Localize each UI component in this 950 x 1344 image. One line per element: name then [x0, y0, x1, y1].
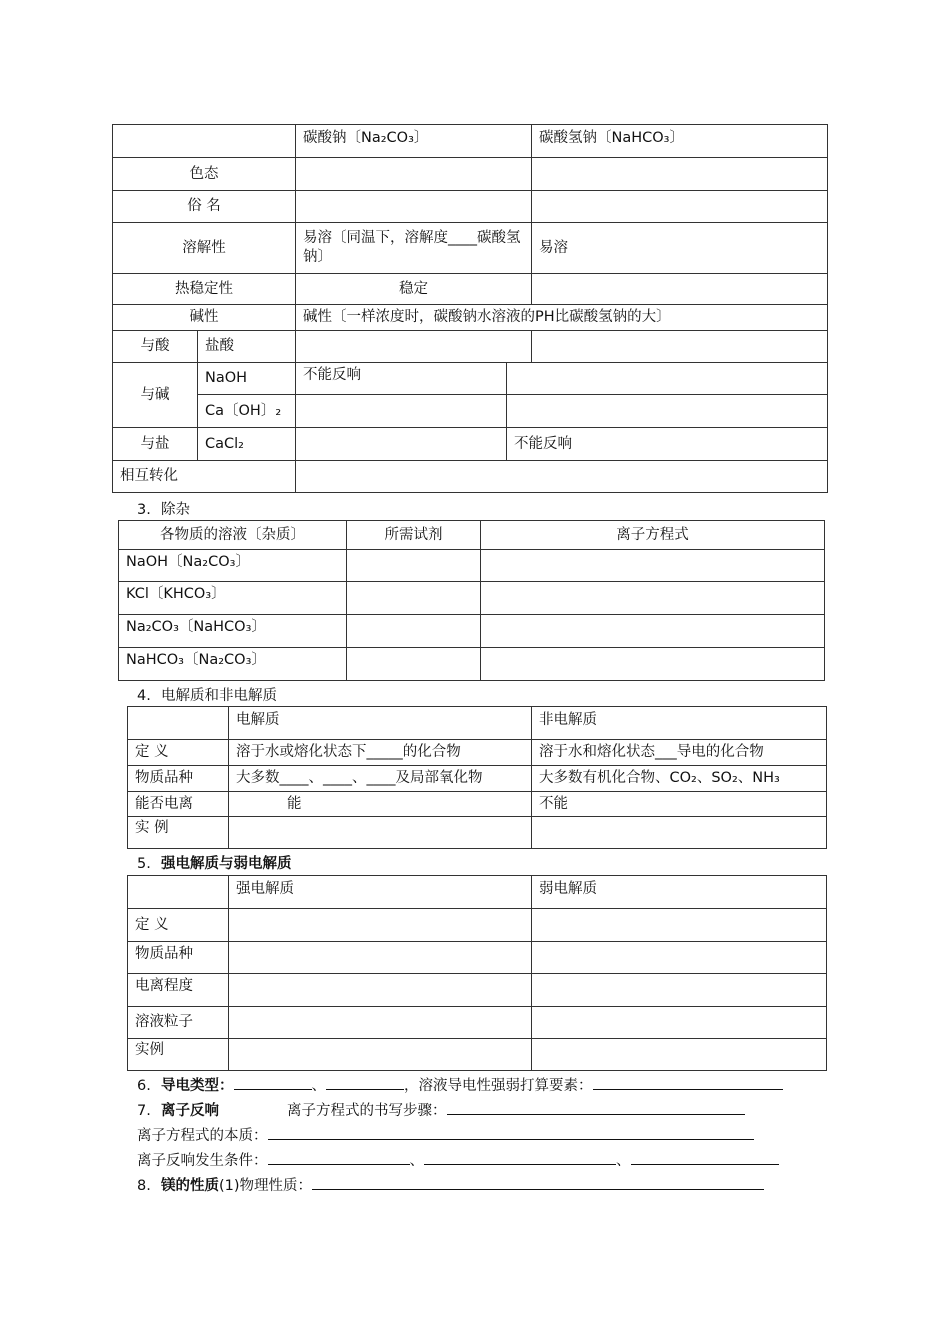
strength-row-label: 溶液粒子	[128, 1007, 229, 1039]
strength-row-label: 物质品种	[128, 942, 229, 974]
ionic-essence-line: 离子方程式的本质：	[137, 1124, 754, 1145]
row-label-common-name: 俗 名	[113, 191, 296, 223]
electrolyte-definition: 溶于水或熔化状态下_____的化合物	[229, 740, 532, 766]
blank-line	[326, 1076, 404, 1090]
electrolyte-row-label: 定 义	[128, 740, 229, 766]
section-4-heading: 4. 电解质和非电解质	[137, 688, 277, 704]
row-label-alkalinity: 碱性	[113, 305, 296, 331]
ionic-conditions-line: 离子反响发生条件： 、 、	[137, 1149, 779, 1170]
row-label-conversion: 相互转化	[113, 461, 296, 493]
electrolyte-header: 电解质	[229, 707, 532, 740]
blank-line	[312, 1176, 764, 1190]
electrolyte-types: 大多数____、____、____及局部氧化物	[229, 766, 532, 792]
strong-weak-electrolyte-table	[127, 875, 827, 1071]
header-empty-cell	[113, 125, 296, 158]
thermal-na2co3: 稳定	[296, 274, 532, 305]
solubility-nahco3: 易溶	[532, 223, 828, 274]
salt-reagent: CaCl₂	[198, 428, 296, 461]
strength-row-label: 实例	[128, 1039, 229, 1071]
base-naoh-na2co3: 不能反响	[296, 363, 507, 395]
electrolyte-ionize: 能	[229, 792, 532, 817]
blank-line	[593, 1076, 783, 1090]
section-7-line: 7. 离子反响 离子方程式的书写步骤：	[137, 1099, 745, 1120]
impurity-row-label: NaOH〔Na₂CO₃〕	[119, 550, 347, 582]
strength-row-label: 定 义	[128, 909, 229, 942]
impurity-removal-table	[118, 520, 825, 681]
row-label-salt: 与盐	[113, 428, 198, 461]
blank-line	[234, 1076, 312, 1090]
row-label-solubility: 溶解性	[113, 223, 296, 274]
blank-line	[447, 1101, 745, 1115]
weak-electrolyte-header: 弱电解质	[532, 876, 827, 909]
nonelectrolyte-types: 大多数有机化合物、CO₂、SO₂、NH₃	[532, 766, 827, 792]
electrolyte-row-label: 实 例	[128, 817, 229, 849]
section-3-heading: 3. 除杂	[137, 502, 190, 518]
nonelectrolyte-definition: 溶于水和熔化状态___导电的化合物	[532, 740, 827, 766]
carbonate-comparison-table	[112, 124, 828, 493]
electrolyte-table	[127, 706, 827, 849]
row-label-thermal: 热稳定性	[113, 274, 296, 305]
alkalinity-value: 碱性〔一样浓度时，碳酸钠水溶液的PH比碳酸氢钠的大〕	[296, 305, 828, 331]
strength-row-label: 电离程度	[128, 974, 229, 1007]
impurity-row-label: Na₂CO₃〔NaHCO₃〕	[119, 615, 347, 648]
blank-line	[631, 1151, 779, 1165]
row-label-color: 色态	[113, 158, 296, 191]
base-reagent-naoh: NaOH	[198, 363, 296, 395]
section-8-line: 8. 镁的性质(1)物理性质：	[137, 1174, 764, 1195]
acid-reagent: 盐酸	[198, 331, 296, 363]
section-6-line: 6. 导电类型： 、 ，溶液导电性强弱打算要素：	[137, 1074, 783, 1095]
impurity-header-reagent: 所需试剂	[347, 521, 481, 550]
row-label-base: 与碱	[113, 363, 198, 428]
impurity-header-substance: 各物质的溶液〔杂质〕	[119, 521, 347, 550]
nonelectrolyte-header: 非电解质	[532, 707, 827, 740]
electrolyte-row-label: 物质品种	[128, 766, 229, 792]
base-reagent-caoh2: Ca〔OH〕₂	[198, 395, 296, 428]
header-nahco3: 碳酸氢钠〔NaHCO₃〕	[532, 125, 828, 158]
electrolyte-row-label: 能否电离	[128, 792, 229, 817]
impurity-row-label: KCl〔KHCO₃〕	[119, 582, 347, 615]
row-label-acid: 与酸	[113, 331, 198, 363]
solubility-na2co3: 易溶〔同温下，溶解度____碳酸氢钠〕	[296, 223, 532, 274]
blank-line	[268, 1151, 410, 1165]
blank-line	[424, 1151, 616, 1165]
strong-electrolyte-header: 强电解质	[229, 876, 532, 909]
section-5-heading: 5. 强电解质与弱电解质	[137, 856, 292, 872]
impurity-row-label: NaHCO₃〔Na₂CO₃〕	[119, 648, 347, 681]
salt-nahco3: 不能反响	[507, 428, 828, 461]
nonelectrolyte-ionize: 不能	[532, 792, 827, 817]
blank-line	[268, 1126, 754, 1140]
header-na2co3: 碳酸钠〔Na₂CO₃〕	[296, 125, 532, 158]
impurity-header-equation: 离子方程式	[481, 521, 825, 550]
